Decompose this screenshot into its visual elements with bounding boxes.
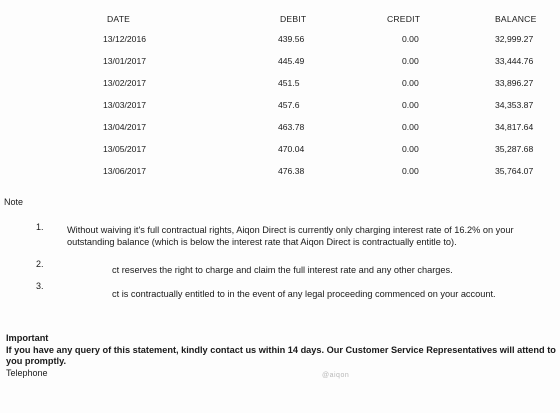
table-row	[60, 122, 560, 144]
row-balance: 34,353.87	[495, 100, 534, 110]
note-line: Without waiving it's full contractual rights, Aiqon Direct is currently only charging interest rate of 16.2% on your	[67, 225, 514, 235]
row-debit: 457.6	[278, 100, 300, 110]
row-balance: 35,287.68	[495, 144, 534, 154]
row-debit: 451.5	[278, 78, 300, 88]
table-row	[60, 78, 560, 100]
row-date: 13/01/2017	[103, 56, 147, 66]
row-credit: 0.00	[402, 122, 419, 132]
row-balance: 32,999.27	[495, 34, 534, 44]
row-debit: 470.04	[278, 144, 305, 154]
table-row	[60, 34, 560, 56]
header-date: DATE	[107, 14, 131, 24]
table-row	[60, 56, 560, 78]
table-row	[60, 144, 560, 166]
note-number: 2.	[36, 259, 44, 269]
row-credit: 0.00	[402, 56, 419, 66]
table-header	[60, 14, 560, 34]
statement-table	[60, 14, 560, 188]
row-date: 13/02/2017	[103, 78, 147, 88]
email-fragment: @aiqon	[322, 372, 350, 379]
row-date: 13/12/2016	[103, 34, 147, 44]
row-credit: 0.00	[402, 100, 419, 110]
row-credit: 0.00	[402, 166, 419, 176]
telephone-label: Telephone	[6, 368, 48, 378]
note-heading: Note	[4, 197, 24, 207]
note-line: outstanding balance (which is below the interest rate that Aiqon Direct is contractually entitle to).	[67, 237, 457, 247]
important-section	[6, 333, 556, 368]
row-debit: 463.78	[278, 122, 305, 132]
row-credit: 0.00	[402, 34, 419, 44]
note-item-1	[67, 224, 552, 248]
header-balance: BALANCE	[495, 14, 537, 24]
row-date: 13/04/2017	[103, 122, 147, 132]
table-row	[60, 100, 560, 122]
row-balance: 34,817.64	[495, 122, 534, 132]
row-debit: 445.49	[278, 56, 305, 66]
row-credit: 0.00	[402, 78, 419, 88]
row-debit: 439.56	[278, 34, 305, 44]
note-number: 3.	[36, 281, 44, 291]
note-item-2	[112, 264, 453, 276]
row-balance: 33,896.27	[495, 78, 534, 88]
header-debit: DEBIT	[280, 14, 307, 24]
row-date: 13/06/2017	[103, 166, 147, 176]
header-credit: CREDIT	[387, 14, 421, 24]
row-date: 13/05/2017	[103, 144, 147, 154]
note-item-3	[112, 288, 496, 300]
row-debit: 476.38	[278, 166, 305, 176]
note-number: 1.	[36, 222, 44, 232]
row-date: 13/03/2017	[103, 100, 147, 110]
table-row	[60, 166, 560, 188]
important-heading: Important	[6, 333, 49, 343]
note-line: ct reserves the right to charge and claim the full interest rate and any other charges.	[112, 265, 453, 275]
row-balance: 35,764.07	[495, 166, 534, 176]
row-balance: 33,444.76	[495, 56, 534, 66]
row-credit: 0.00	[402, 144, 419, 154]
note-line: ct is contractually entitled to in the event of any legal proceeding commenced on your account.	[112, 289, 496, 299]
important-message: If you have any query of this statement, kindly contact us within 14 days. Our Customer Service Representatives will attend to you promptly.	[6, 344, 556, 366]
